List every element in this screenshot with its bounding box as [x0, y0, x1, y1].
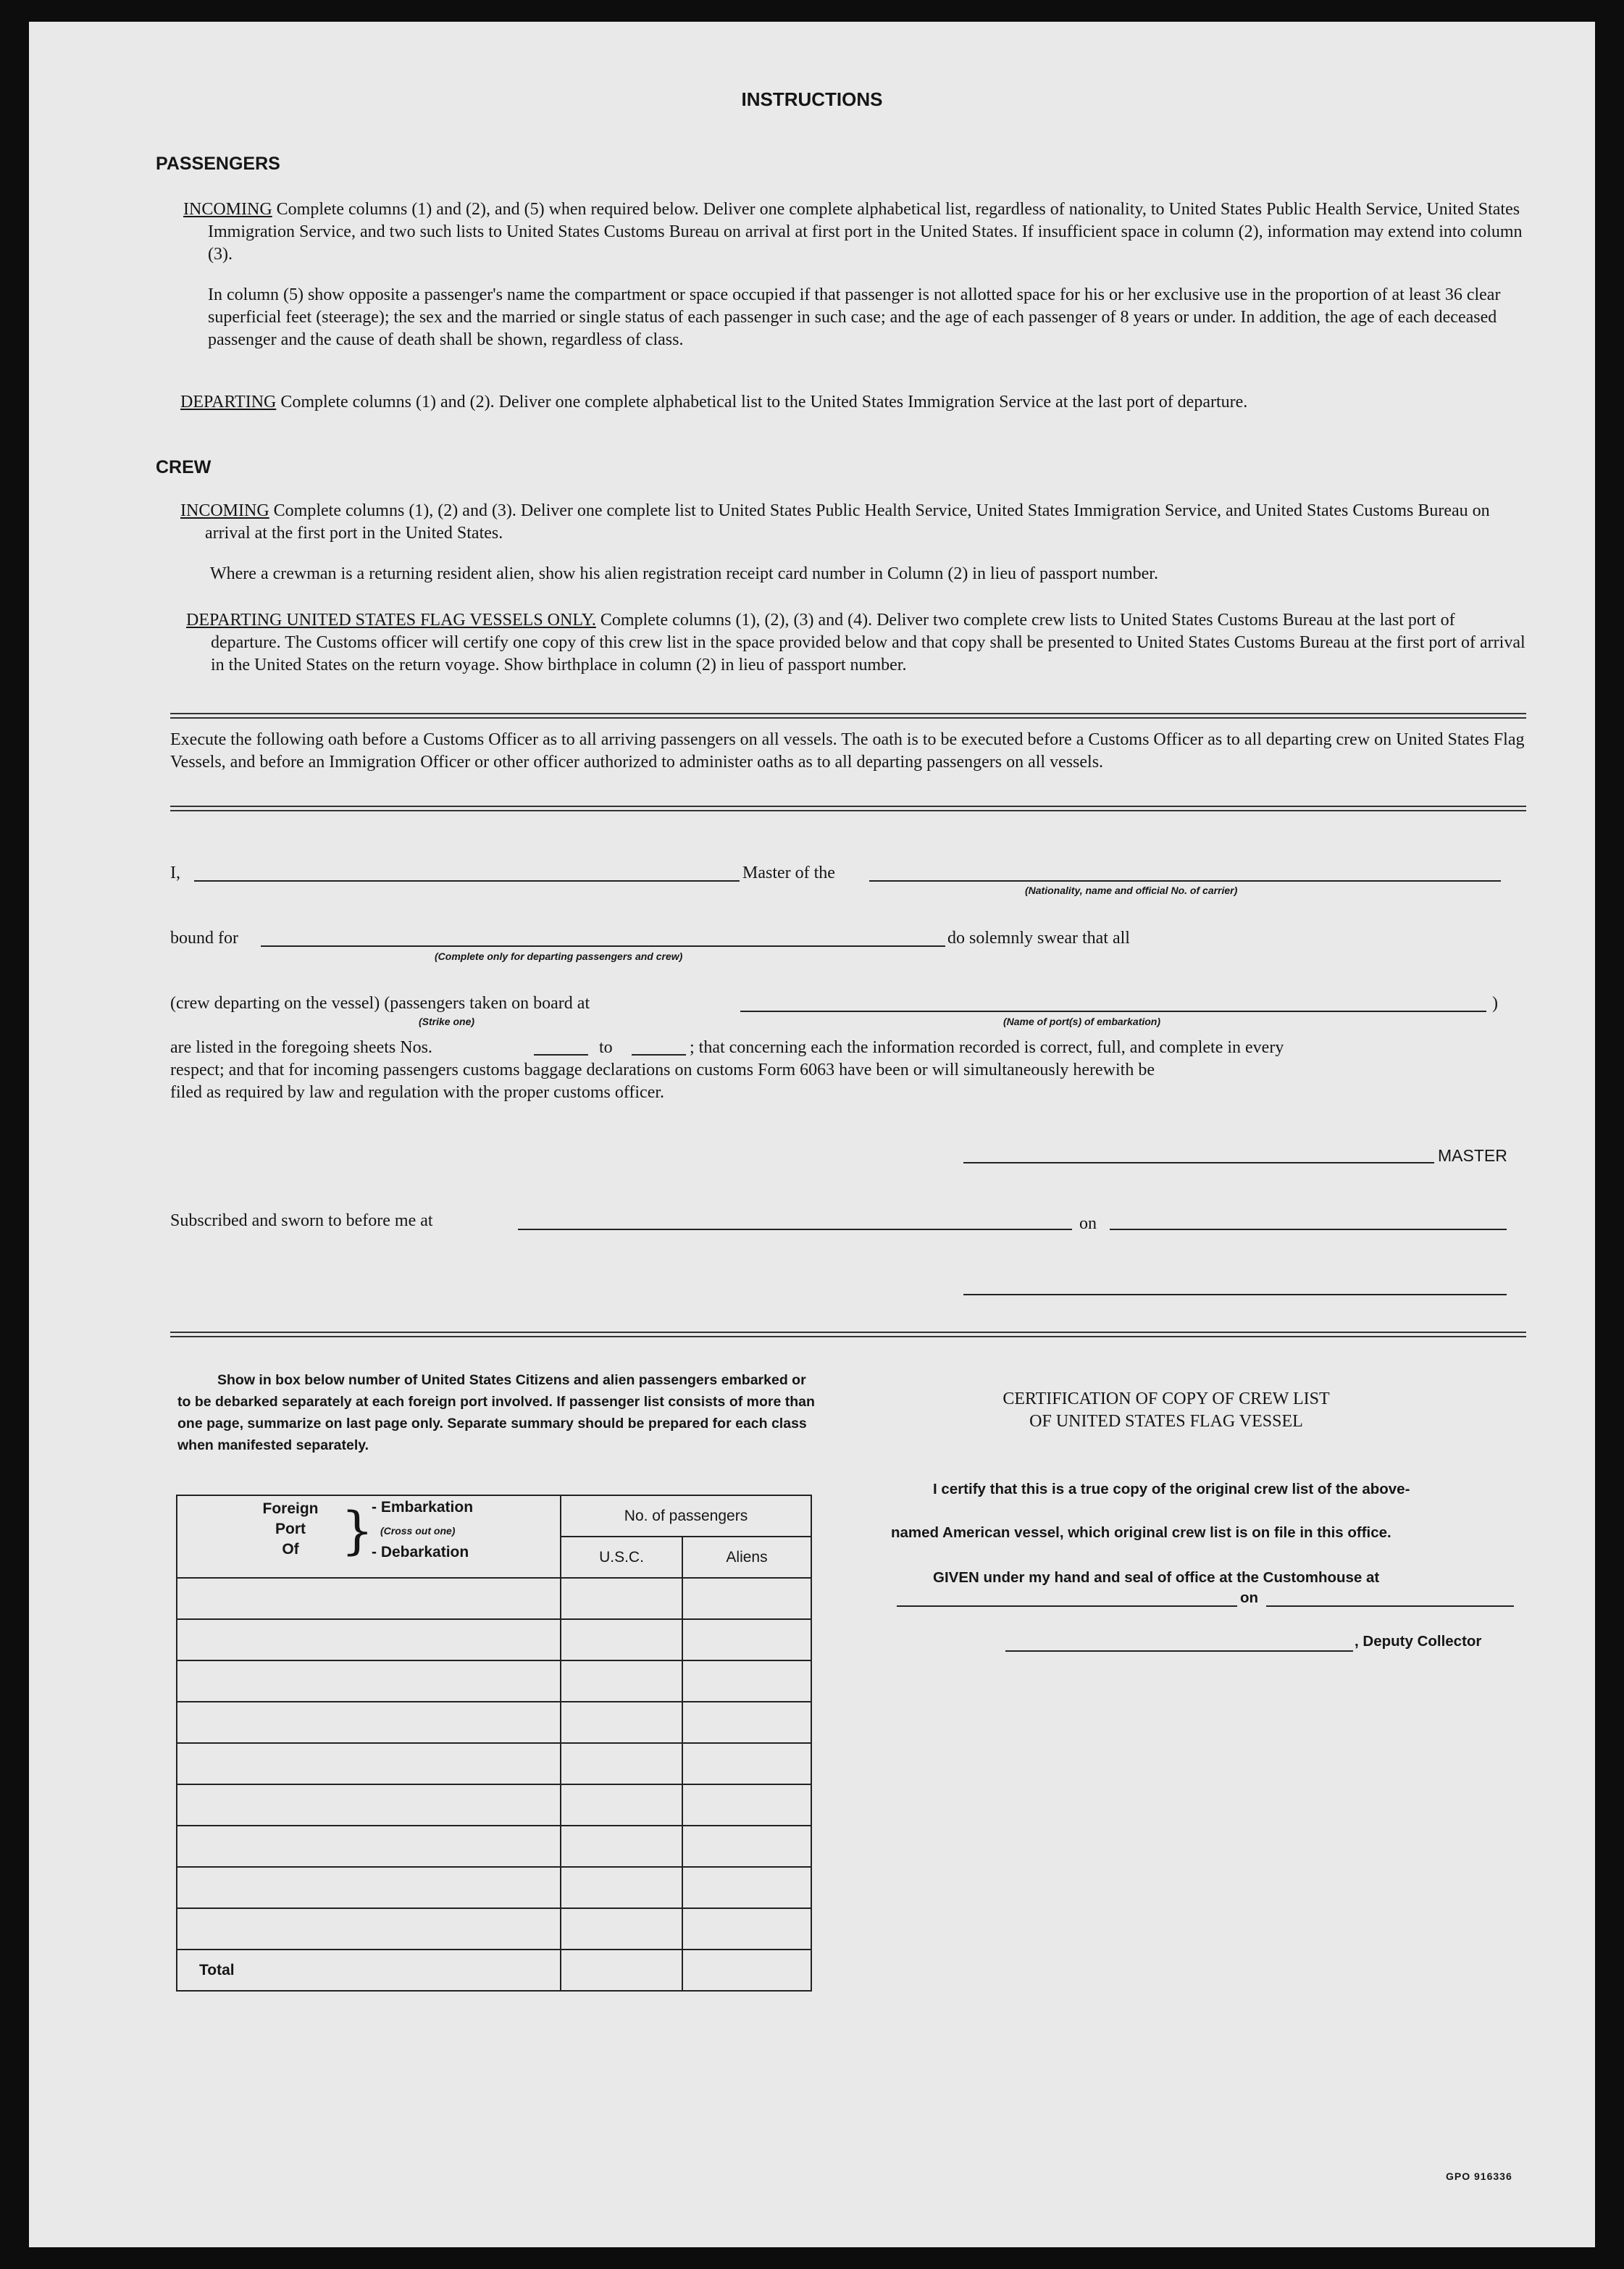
port-cell[interactable]: [177, 1743, 561, 1784]
page-title: INSTRUCTIONS: [741, 88, 883, 110]
aliens-cell[interactable]: [682, 1743, 811, 1784]
usc-cell[interactable]: [561, 1826, 682, 1867]
certify-date-field[interactable]: [1266, 1605, 1514, 1607]
solemnly-swear-label: do solemnly swear that all: [947, 929, 1130, 948]
aliens-cell[interactable]: [682, 1826, 811, 1867]
passengers-departing-label: DEPARTING: [180, 393, 277, 411]
table-row: [177, 1578, 811, 1619]
listed-to-label: to: [599, 1038, 613, 1057]
listed-text-b: ; that concerning each the information recorded is correct, full, and complete in every: [690, 1038, 1284, 1057]
divider: [170, 806, 1526, 807]
officer-signature-field[interactable]: [963, 1294, 1507, 1295]
cross-out-caption: (Cross out one): [380, 1525, 456, 1537]
divider: [170, 810, 1526, 811]
crew-resident-paragraph: Where a crewman is a returning resident alien, show his alien registration receipt card number in Column (2) in lieu of passport number.: [210, 564, 1158, 583]
deputy-signature-field[interactable]: [1005, 1650, 1353, 1652]
deputy-collector-label: , Deputy Collector: [1355, 1633, 1482, 1650]
crew-incoming-text: Complete columns (1), (2) and (3). Deliver one complete list to United States Public Health Service, United States Immigration Service, and United States Customs Bureau on arrival at the first port in the United States.: [205, 501, 1490, 543]
usc-cell[interactable]: [561, 1784, 682, 1826]
given-text: GIVEN under my hand and seal of office at the Customhouse at: [933, 1569, 1380, 1586]
certify-on-label: on: [1240, 1589, 1259, 1606]
usc-cell[interactable]: [561, 1908, 682, 1950]
port-cell[interactable]: [177, 1660, 561, 1702]
summary-instructions: Show in box below number of United States Citizens and alien passengers embarked or to be debarked separately at each foreign port involved. If passenger list consists of more than one page, summarize on last page only. Separate summary should be prepared for each class when manifested separately.: [177, 1372, 815, 1453]
table-row: [177, 1908, 811, 1950]
total-label: Total: [177, 1950, 561, 1991]
oath-instructions: Execute the following oath before a Customs Officer as to all arriving passengers on all vessels. The oath is to be executed before a Customs Officer as to all departing crew on United States Flag Vessels, and before an Immigration Officer or other officer authorized to administer oaths as to all departing passengers on all vessels.: [170, 730, 1525, 772]
usc-cell[interactable]: [561, 1702, 682, 1743]
strike-one-caption: (Strike one): [419, 1016, 475, 1027]
footer-code: GPO 916336: [1446, 2170, 1512, 2182]
close-paren: ): [1492, 994, 1498, 1013]
bound-for-field[interactable]: [261, 945, 945, 947]
usc-header: U.S.C.: [561, 1537, 682, 1578]
form-page: [29, 22, 1595, 2247]
bound-for-label: bound for: [170, 929, 238, 948]
brace-icon: }: [341, 1501, 374, 1560]
port-cell[interactable]: [177, 1908, 561, 1950]
aliens-header: Aliens: [682, 1537, 811, 1578]
crew-departing-paragraph: [186, 609, 1526, 677]
sworn-place-field[interactable]: [518, 1229, 1072, 1230]
passengers-header: No. of passengers: [561, 1495, 811, 1537]
master-signature-field[interactable]: [963, 1162, 1434, 1163]
crew-departing-label: DEPARTING UNITED STATES FLAG VESSELS ONLY.: [186, 611, 596, 630]
listed-text-c: respect; and that for incoming passengers customs baggage declarations on customs Form 6063 have been or will simultaneously herewith be: [170, 1061, 1155, 1079]
usc-total-cell[interactable]: [561, 1950, 682, 1991]
aliens-cell[interactable]: [682, 1867, 811, 1908]
crew-incoming-label: INCOMING: [180, 501, 269, 520]
carrier-caption: (Nationality, name and official No. of carrier): [1025, 885, 1238, 896]
table-row: [177, 1619, 811, 1660]
aliens-cell[interactable]: [682, 1702, 811, 1743]
passengers-heading: PASSENGERS: [156, 154, 280, 174]
port-header-cell: [177, 1495, 561, 1578]
divider: [170, 713, 1526, 714]
master-name-field[interactable]: [194, 880, 740, 882]
usc-cell[interactable]: [561, 1660, 682, 1702]
aliens-cell[interactable]: [682, 1784, 811, 1826]
master-label: MASTER: [1438, 1146, 1507, 1165]
divider: [170, 1336, 1526, 1337]
passengers-column5-paragraph: In column (5) show opposite a passenger's name the compartment or space occupied if that passenger is not allotted space for his or her exclusive use in the proportion of at least 36 clear superficial feet (steerage); the sex and the married or single status of each passenger in such case; and the age of each passenger of 8 years or under. In addition, the age of each deceased passenger and the cause of death shall be shown, regardless of class.: [208, 285, 1501, 349]
aliens-cell[interactable]: [682, 1619, 811, 1660]
certify-line1: I certify that this is a true copy of the original crew list of the above-: [933, 1481, 1410, 1497]
subscribed-label: Subscribed and sworn to before me at: [170, 1211, 433, 1230]
ports-of-embarkation-field[interactable]: [740, 1011, 1486, 1012]
usc-cell[interactable]: [561, 1619, 682, 1660]
crew-incoming-paragraph: [180, 500, 1526, 545]
table-row: [177, 1660, 811, 1702]
passengers-incoming-text: Complete columns (1) and (2), and (5) when required below. Deliver one complete alphabetical list, regardless of nationality, to United States Public Health Service, United States Immigration Service, and two such lists to United States Customs Bureau on arrival at first port in the United States. If insufficient space in column (2), information may extend into column (3).: [208, 200, 1523, 264]
aliens-total-cell[interactable]: [682, 1950, 811, 1991]
debarkation-label: - Debarkation: [372, 1544, 469, 1560]
certification-title: [891, 1388, 1441, 1433]
port-header-port: Port: [275, 1521, 306, 1537]
port-cell[interactable]: [177, 1702, 561, 1743]
sheet-to-field[interactable]: [632, 1054, 686, 1056]
crew-heading: CREW: [156, 457, 212, 477]
listed-sheets-label: are listed in the foregoing sheets Nos.: [170, 1038, 432, 1057]
embarkation-label: - Embarkation: [372, 1499, 474, 1516]
port-header-foreign: Foreign: [262, 1500, 319, 1517]
aliens-cell[interactable]: [682, 1578, 811, 1619]
port-cell[interactable]: [177, 1784, 561, 1826]
carrier-field[interactable]: [869, 880, 1501, 882]
aliens-cell[interactable]: [682, 1660, 811, 1702]
usc-cell[interactable]: [561, 1867, 682, 1908]
listed-text-d: filed as required by law and regulation with the proper customs officer.: [170, 1083, 665, 1102]
certification-title-line2: OF UNITED STATES FLAG VESSEL: [1029, 1412, 1303, 1431]
sworn-on-label: on: [1079, 1214, 1097, 1233]
ports-caption: (Name of port(s) of embarkation): [1003, 1016, 1161, 1027]
passengers-departing-text: Complete columns (1) and (2). Deliver one complete alphabetical list to the United States Immigration Service at the last port of departure.: [280, 393, 1248, 411]
port-cell[interactable]: [177, 1578, 561, 1619]
divider: [170, 1332, 1526, 1333]
port-cell[interactable]: [177, 1619, 561, 1660]
table-row: [177, 1702, 811, 1743]
certification-title-line1: CERTIFICATION OF COPY OF CREW LIST: [1003, 1390, 1330, 1408]
total-row: [177, 1950, 811, 1991]
table-row: [177, 1743, 811, 1784]
table-row: [177, 1867, 811, 1908]
passengers-departing-paragraph: [180, 391, 1526, 414]
bound-for-caption: (Complete only for departing passengers and crew): [435, 950, 683, 962]
oath-i-label: I,: [170, 864, 180, 882]
port-cell[interactable]: [177, 1826, 561, 1867]
sworn-date-field[interactable]: [1110, 1229, 1507, 1230]
sheet-from-field[interactable]: [534, 1054, 588, 1056]
passengers-incoming-paragraph: [183, 199, 1526, 266]
passengers-incoming-label: INCOMING: [183, 200, 272, 219]
divider: [170, 717, 1526, 719]
usc-cell[interactable]: [561, 1743, 682, 1784]
port-cell[interactable]: [177, 1867, 561, 1908]
usc-cell[interactable]: [561, 1578, 682, 1619]
crew-departing-text: Complete columns (1), (2), (3) and (4). Deliver two complete crew lists to United States Customs Bureau at the last port of departure. The Customs officer will certify one copy of this crew list in the space provided below and that copy shall be presented to United States Customs Bureau at the first port of arrival in the United States on the return voyage. Show birthplace in column (2) in lieu of passport number.: [211, 611, 1525, 674]
table-row: [177, 1826, 811, 1867]
master-of-the-label: Master of the: [742, 864, 835, 882]
passenger-summary-table: [176, 1495, 812, 1992]
table-row: [177, 1784, 811, 1826]
port-header-of: Of: [282, 1541, 299, 1558]
customhouse-field[interactable]: [897, 1605, 1237, 1607]
crew-departing-label: (crew departing on the vessel) (passengers taken on board at: [170, 994, 590, 1013]
certify-line2: named American vessel, which original crew list is on file in this office.: [891, 1524, 1391, 1541]
aliens-cell[interactable]: [682, 1908, 811, 1950]
